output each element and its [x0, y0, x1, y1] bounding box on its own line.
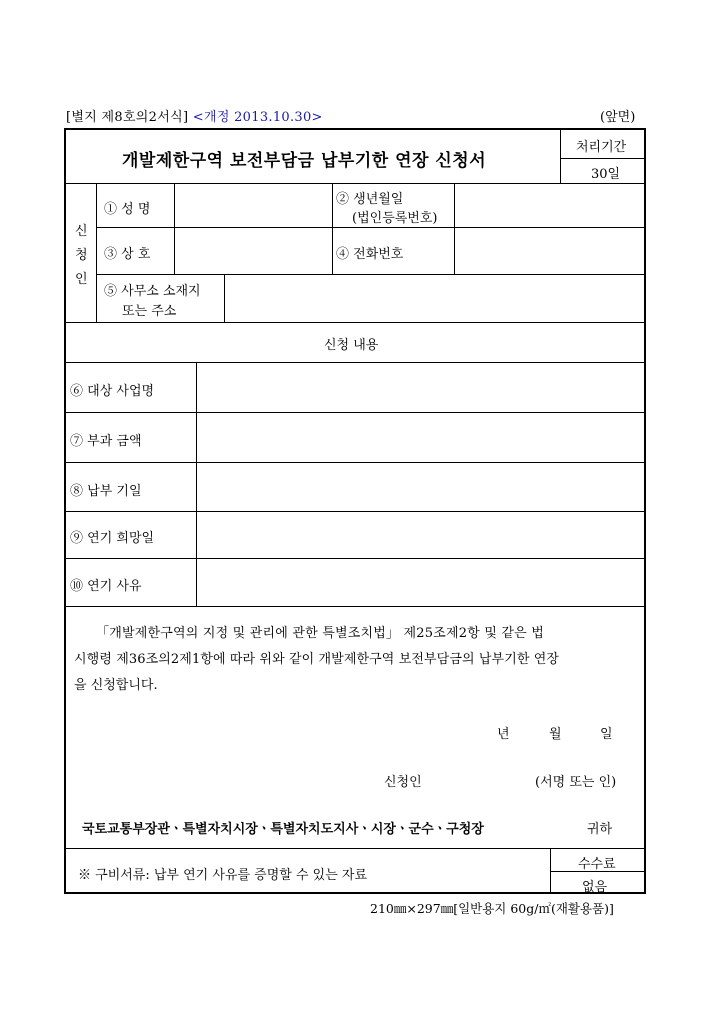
form-number-header — [66, 106, 323, 125]
applicant-section-char-2: 청 — [75, 248, 88, 263]
phone-label: ④ 전화번호 — [336, 247, 404, 262]
fee-value: 없음 — [582, 880, 608, 895]
desired-date-label: ⑨ 연기 희망일 — [70, 531, 155, 546]
form-title: 개발제한구역 보전부담금 납부기한 연장 신청서 — [122, 151, 487, 171]
applicant-mid-divider-left — [332, 183, 333, 274]
address-label-line2: 또는 주소 — [122, 304, 177, 319]
desired-date-input[interactable] — [197, 512, 645, 558]
processing-period-value: 30일 — [591, 167, 621, 182]
paper-spec: 210㎜×297㎜[일반용지 60g/㎡(재활용품)] — [370, 901, 614, 916]
business-name-input[interactable] — [175, 228, 332, 274]
form-number: [별지 제8호의2서식] — [66, 110, 189, 125]
title-processing-divider — [560, 130, 561, 183]
request-section-title: 신청 내용 — [324, 338, 379, 353]
signature-or-seal-label: (서명 또는 인) — [535, 775, 617, 790]
corporate-number-label: (법인등록번호) — [352, 211, 438, 226]
charge-amount-label: ⑦ 부과 금액 — [70, 434, 142, 449]
recipient-authority: 국토교통부장관ㆍ특별자치시장ㆍ특별자치도지사ㆍ시장ㆍ군수ㆍ구청장 — [82, 822, 484, 837]
project-name-label: ⑥ 대상 사업명 — [70, 384, 155, 399]
business-name-label: ③ 상 호 — [104, 247, 151, 262]
statement-line-1: 「개발제한구역의 지정 및 관리에 관한 특별조치법」 제25조제2항 및 같은 법 — [96, 626, 545, 641]
postpone-reason-input[interactable] — [197, 559, 645, 606]
applicant-section-char-3: 인 — [75, 272, 88, 287]
due-date-label: ⑧ 납부 기일 — [70, 484, 142, 499]
applicant-bottom-line — [66, 322, 646, 323]
phone-input[interactable] — [455, 228, 645, 274]
processing-period-label: 처리기간 — [576, 140, 627, 155]
required-documents-note: ※ 구비서류: 납부 연기 사유를 증명할 수 있는 자료 — [78, 868, 368, 883]
page-side-label: (앞면) — [600, 110, 636, 125]
birth-date-label: ② 생년월일 — [336, 192, 404, 207]
documents-fee-divider — [550, 848, 551, 894]
due-date-input[interactable] — [197, 463, 645, 511]
name-input[interactable] — [175, 184, 332, 227]
address-label: ⑤ 사무소 소재지 — [104, 284, 201, 299]
address-input[interactable] — [225, 275, 645, 322]
fee-label: 수수료 — [578, 857, 616, 872]
date-month-label: 월 — [549, 727, 562, 742]
applicant-section-char-1: 신 — [75, 224, 88, 239]
statement-line-2: 시행령 제36조의2제1항에 따라 위와 같이 개발제한구역 보전부담금의 납부기한 연장 — [74, 652, 560, 667]
birth-date-input[interactable] — [455, 184, 645, 227]
revision-date: <개정 2013.10.30> — [192, 110, 323, 125]
postpone-reason-label: ⑩ 연기 사유 — [70, 579, 142, 594]
recipient-suffix: 귀하 — [587, 822, 613, 837]
project-name-input[interactable] — [197, 363, 645, 412]
name-label: ① 성 명 — [104, 202, 151, 217]
statement-line-3: 을 신청합니다. — [74, 678, 158, 693]
application-form — [64, 128, 646, 894]
charge-amount-input[interactable] — [197, 413, 645, 462]
applicant-label-divider — [96, 183, 97, 322]
date-year-label: 년 — [497, 727, 510, 742]
statement-bottom-line — [66, 848, 646, 849]
applicant-signature-label: 신청인 — [384, 775, 422, 790]
date-day-label: 일 — [600, 727, 613, 742]
request-bottom-line — [66, 606, 646, 607]
processing-period-divider — [560, 158, 646, 159]
